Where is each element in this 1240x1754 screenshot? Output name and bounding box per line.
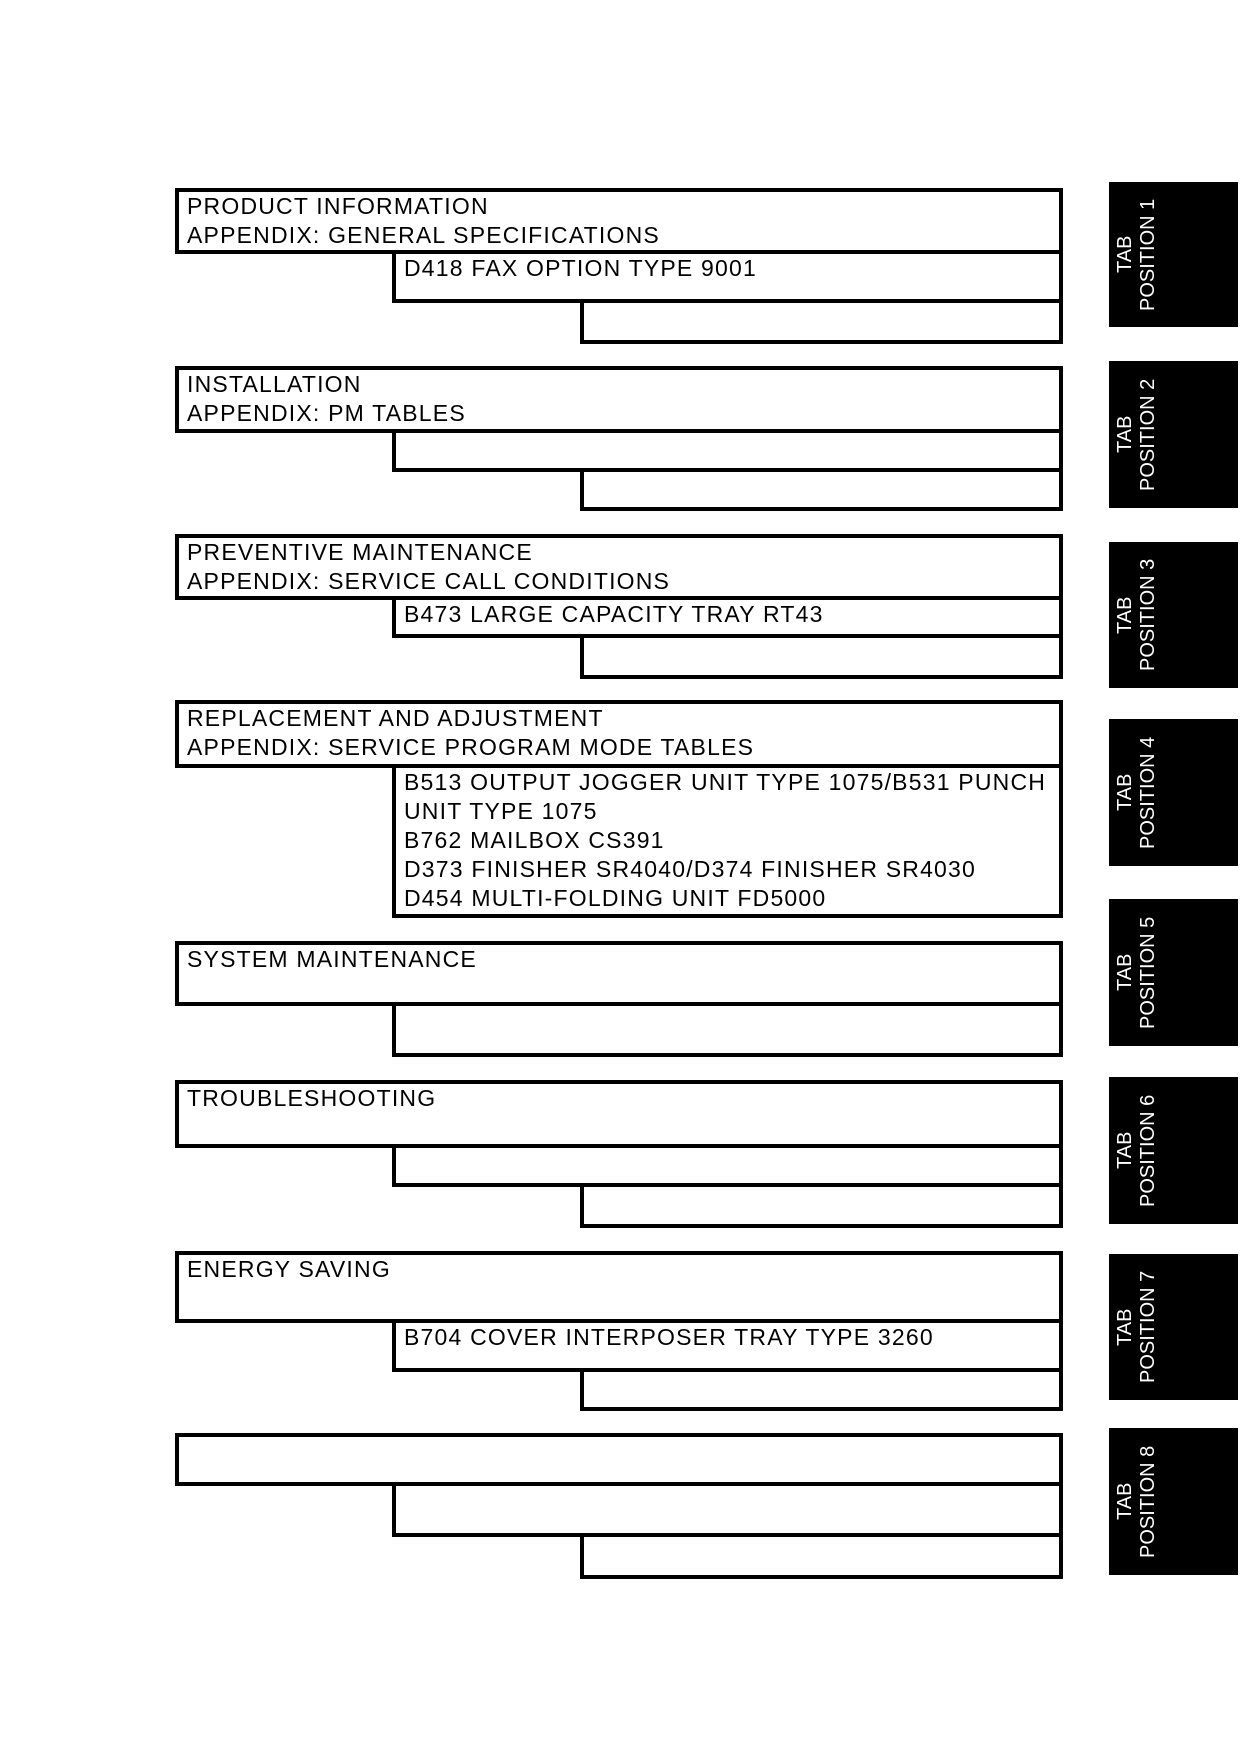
subsection-line: B704 COVER INTERPOSER TRAY TYPE 3260 bbox=[404, 1324, 934, 1350]
tab-position-text: POSITION 3 bbox=[1137, 558, 1159, 672]
section-box-8 bbox=[175, 1433, 1063, 1486]
tab-word: TAB bbox=[1114, 235, 1136, 274]
section-box-1 bbox=[175, 188, 1063, 254]
section-title-line: APPENDIX: SERVICE CALL CONDITIONS bbox=[187, 568, 671, 594]
tab-position-text: POSITION 6 bbox=[1137, 1094, 1159, 1207]
subsubsection-box-1 bbox=[580, 299, 1063, 344]
subsection-line: B513 OUTPUT JOGGER UNIT TYPE 1075/B531 PUNCH bbox=[404, 769, 1047, 795]
subsection-box-8 bbox=[392, 1482, 1063, 1537]
section-box-7 bbox=[175, 1251, 1063, 1323]
section-box-3 bbox=[175, 534, 1063, 600]
section-title-line: ENERGY SAVING bbox=[187, 1256, 391, 1282]
subsection-box-3 bbox=[392, 596, 1063, 638]
subsection-line: B762 MAILBOX CS391 bbox=[404, 827, 665, 853]
subsection-line: UNIT TYPE 1075 bbox=[404, 798, 598, 824]
subsection-box-4 bbox=[392, 764, 1063, 918]
subsubsection-box-2 bbox=[580, 468, 1063, 511]
tab-position-4 bbox=[1109, 719, 1238, 866]
section-title-line: TROUBLESHOOTING bbox=[187, 1085, 437, 1111]
subsection-box-6 bbox=[392, 1144, 1063, 1187]
subsection-line: D373 FINISHER SR4040/D374 FINISHER SR4030 bbox=[404, 856, 977, 882]
tab-label bbox=[1114, 1254, 1160, 1400]
tab-label bbox=[1114, 1077, 1160, 1224]
tab-position-text: POSITION 2 bbox=[1137, 378, 1159, 491]
tab-position-text: POSITION 7 bbox=[1137, 1270, 1159, 1384]
tab-position-text: POSITION 4 bbox=[1137, 736, 1159, 849]
tab-word: TAB bbox=[1114, 1131, 1136, 1170]
subsection-box-5 bbox=[392, 1002, 1063, 1057]
tab-position-5 bbox=[1109, 899, 1238, 1046]
subsubsection-box-8 bbox=[580, 1533, 1063, 1579]
tab-label bbox=[1114, 899, 1160, 1046]
section-title-line: SYSTEM MAINTENANCE bbox=[187, 946, 477, 972]
tab-word: TAB bbox=[1114, 773, 1136, 812]
section-box-2 bbox=[175, 366, 1063, 433]
subsection-line: D418 FAX OPTION TYPE 9001 bbox=[404, 255, 757, 281]
tab-word: TAB bbox=[1114, 1308, 1136, 1346]
tab-position-7 bbox=[1109, 1254, 1238, 1400]
tab-position-text: POSITION 1 bbox=[1137, 198, 1159, 311]
subsection-line: D454 MULTI-FOLDING UNIT FD5000 bbox=[404, 885, 827, 911]
section-box-6 bbox=[175, 1080, 1063, 1148]
tab-label bbox=[1114, 542, 1160, 688]
section-box-5 bbox=[175, 941, 1063, 1006]
tab-label bbox=[1114, 719, 1160, 866]
section-box-4 bbox=[175, 700, 1063, 768]
tab-word: TAB bbox=[1114, 953, 1136, 992]
section-title-line: PRODUCT INFORMATION bbox=[187, 193, 489, 219]
tab-position-text: POSITION 5 bbox=[1137, 916, 1159, 1029]
section-title-line: APPENDIX: SERVICE PROGRAM MODE TABLES bbox=[187, 734, 755, 760]
section-title-line: PREVENTIVE MAINTENANCE bbox=[187, 539, 533, 565]
tab-label bbox=[1114, 1428, 1160, 1575]
subsubsection-box-6 bbox=[580, 1183, 1063, 1228]
tab-position-8 bbox=[1109, 1428, 1238, 1575]
tab-position-1 bbox=[1109, 182, 1238, 327]
subsection-line: B473 LARGE CAPACITY TRAY RT43 bbox=[404, 601, 824, 627]
subsubsection-box-7 bbox=[580, 1368, 1063, 1411]
tab-position-3 bbox=[1109, 542, 1238, 688]
tab-word: TAB bbox=[1114, 415, 1136, 454]
tab-word: TAB bbox=[1114, 1482, 1136, 1521]
subsection-box-7 bbox=[392, 1319, 1063, 1372]
tab-position-text: POSITION 8 bbox=[1137, 1445, 1159, 1558]
tab-position-6 bbox=[1109, 1077, 1238, 1224]
tab-label bbox=[1114, 182, 1160, 327]
section-title-line: APPENDIX: PM TABLES bbox=[187, 400, 466, 426]
tab-label bbox=[1114, 361, 1160, 508]
tab-position-2 bbox=[1109, 361, 1238, 508]
section-title-line: INSTALLATION bbox=[187, 371, 362, 397]
subsubsection-box-3 bbox=[580, 634, 1063, 679]
tab-word: TAB bbox=[1114, 596, 1136, 634]
subsection-box-1 bbox=[392, 250, 1063, 303]
subsection-box-2 bbox=[392, 429, 1063, 472]
section-title-line: REPLACEMENT AND ADJUSTMENT bbox=[187, 705, 604, 731]
section-title-line: APPENDIX: GENERAL SPECIFICATIONS bbox=[187, 222, 660, 248]
